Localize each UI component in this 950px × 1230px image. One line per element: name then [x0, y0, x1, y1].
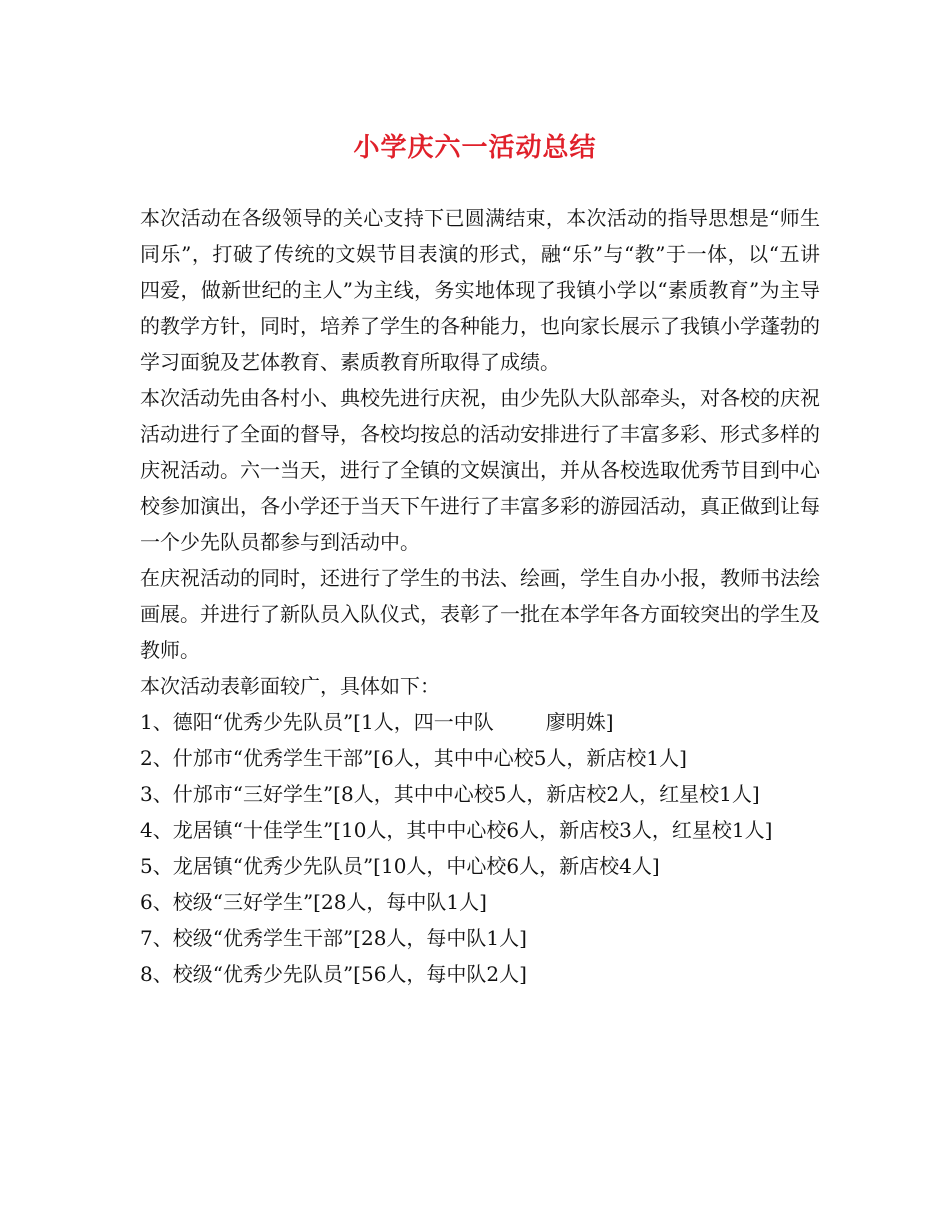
list-item: 4、龙居镇“十佳学生”[10人，其中中心校6人，新店校3人，红星校1人] [140, 818, 773, 842]
paragraph: 本次活动先由各村小、典校先进行庆祝，由少先队大队部牵头，对各校的庆祝活动进行了全面的督导，各校均按总的活动安排进行了丰富多彩、形式多样的庆祝活动。六一当天，进行了全镇的文娱演出，并从各校选取优秀节目到中心校参加演出，各小学还于当天下午进行了丰富多彩的游园活动，真正做到让每一个少先队员都参与到活动中。 [140, 386, 820, 554]
list-item-text: 1、德阳“优秀少先队员”[1人，四一中队 [140, 710, 494, 734]
list-item: 8、校级“优秀少先队员”[56人，每中队2人] [140, 962, 527, 986]
list-item: 6、校级“三好学生”[28人，每中队1人] [140, 890, 487, 914]
paragraph: 本次活动表彰面较广，具体如下： [140, 674, 440, 698]
list-item-name: 廖明姝] [545, 710, 614, 734]
list-item [140, 704, 820, 740]
document-body [140, 200, 820, 992]
list-item: 5、龙居镇“优秀少先队员”[10人，中心校6人，新店校4人] [140, 854, 660, 878]
list-item: 3、什邡市“三好学生”[8人，其中中心校5人，新店校2人，红星校1人] [140, 782, 760, 806]
list-item: 2、什邡市“优秀学生干部”[6人，其中中心校5人，新店校1人] [140, 746, 687, 770]
list-item: 7、校级“优秀学生干部”[28人，每中队1人] [140, 926, 527, 950]
paragraph: 本次活动在各级领导的关心支持下已圆满结束，本次活动的指导思想是“师生同乐”，打破了传统的文娱节目表演的形式，融“乐”与“教”于一体，以“五讲四爱，做新世纪的主人”为主线，务实地体现了我镇小学以“素质教育”为主导的教学方针，同时，培养了学生的各种能力，也向家长展示了我镇小学蓬勃的学习面貌及艺体教育、素质教育所取得了成绩。 [140, 206, 820, 374]
document-title: 小学庆六一活动总结 [353, 133, 597, 163]
paragraph: 在庆祝活动的同时，还进行了学生的书法、绘画，学生自办小报，教师书法绘画展。并进行了新队员入队仪式，表彰了一批在本学年各方面较突出的学生及教师。 [140, 566, 820, 662]
